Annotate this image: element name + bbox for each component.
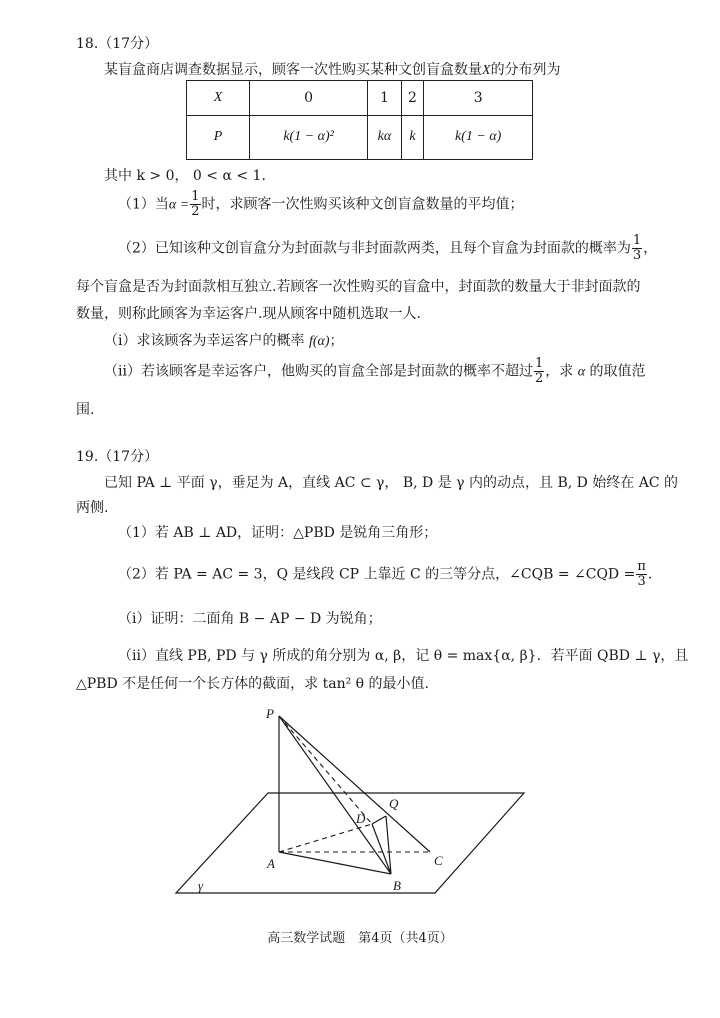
- segment-PD: [279, 716, 372, 824]
- q18-part2: （2）已知该种文创盲盒分为封面款与非封面款两类，且每个盲盒为封面款的概率为 $\frac{1}{3}$ ，: [118, 233, 658, 263]
- q19-part-ii-line1: （ii）直线 PB, PD 与 γ 所成的角分别为 α, β，记 θ = max{α, β}．若平面 QBD ⊥ γ，且: [118, 648, 689, 664]
- label-B: B: [393, 878, 401, 893]
- label-Q: Q: [389, 796, 399, 811]
- table-cell: X: [187, 81, 250, 116]
- q19-part1: （1）若 AB ⊥ AD，证明：△PBD 是锐角三角形；: [118, 525, 438, 541]
- q18-intro: 某盲盒商店调查数据显示，顾客一次性购买某种文创盲盒数量X的分布列为: [104, 62, 561, 78]
- q18-part-i: （i）求该顾客为幸运客户的概率 f(α)；: [104, 333, 344, 349]
- q18-part-ii-line2: 围.: [76, 402, 95, 418]
- label-D: D: [356, 811, 366, 826]
- q19-part2: （2）若 PA = AC = 3，Q 是线段 CP 上靠近 C 的三等分点，∠CQB = ∠CQD = $\frac{\pi}{3}$ .: [118, 559, 653, 589]
- table-cell: k(1 − α): [424, 116, 533, 160]
- segment-PC: [279, 716, 430, 852]
- q19-line2: 两侧.: [76, 500, 109, 516]
- table-cell: k: [401, 116, 424, 160]
- segment-DQ: [372, 816, 386, 824]
- q18-part-ii: （ii）若该顾客是幸运客户，他购买的盲盒全部是封面款的概率不超过 $\frac{1}{2}$ ，求 α 的取值范: [104, 356, 646, 386]
- q18-header: 18.（17分）: [76, 36, 159, 52]
- plane-gamma: [176, 793, 524, 893]
- segment-QB: [386, 816, 391, 874]
- q18-part2-line3: 数量，则称此顾客为幸运客户.现从顾客中随机选取一人.: [76, 306, 421, 322]
- table-cell: kα: [368, 116, 401, 160]
- table-cell: P: [187, 116, 250, 160]
- label-P: P: [266, 706, 274, 721]
- q19-header: 19.（17分）: [76, 449, 159, 465]
- table-cell: k(1 − α)²: [250, 116, 368, 160]
- segment-DB: [372, 824, 391, 874]
- table-cell: 2: [401, 81, 424, 116]
- q19-part-ii-line2: △PBD 不是任何一个长方体的截面，求 tan² θ 的最小值.: [76, 676, 429, 692]
- table-cell: 3: [424, 81, 533, 116]
- q19-part-i: （i）证明：二面角 B − AP − D 为锐角；: [118, 611, 382, 627]
- q19-line1: 已知 PA ⊥ 平面 γ，垂足为 A，直线 AC ⊂ γ， B, D 是 γ 内的动点，且 B, D 始终在 AC 的: [104, 475, 679, 491]
- q18-condition: 其中 k > 0， 0 < α < 1.: [104, 168, 266, 184]
- segment-AB: [279, 852, 391, 874]
- segment-PB: [279, 716, 391, 874]
- page-footer: 高三数学试题 第4页（共4页）: [267, 931, 453, 946]
- label-gamma: γ: [198, 878, 204, 893]
- q18-part1: （1）当α = $\frac{1}{2}$ 时，求顾客一次性购买该种文创盲盒数量的平均值；: [118, 189, 524, 219]
- table-cell: 1: [368, 81, 401, 116]
- label-A: A: [267, 856, 275, 871]
- table-cell: 0: [250, 81, 368, 116]
- q18-part2-line2: 每个盲盒是否为封面款相互独立.若顾客一次性购买的盲盒中，封面款的数量大于非封面款的: [76, 279, 641, 295]
- label-C: C: [434, 853, 443, 868]
- segment-AD: [279, 824, 372, 852]
